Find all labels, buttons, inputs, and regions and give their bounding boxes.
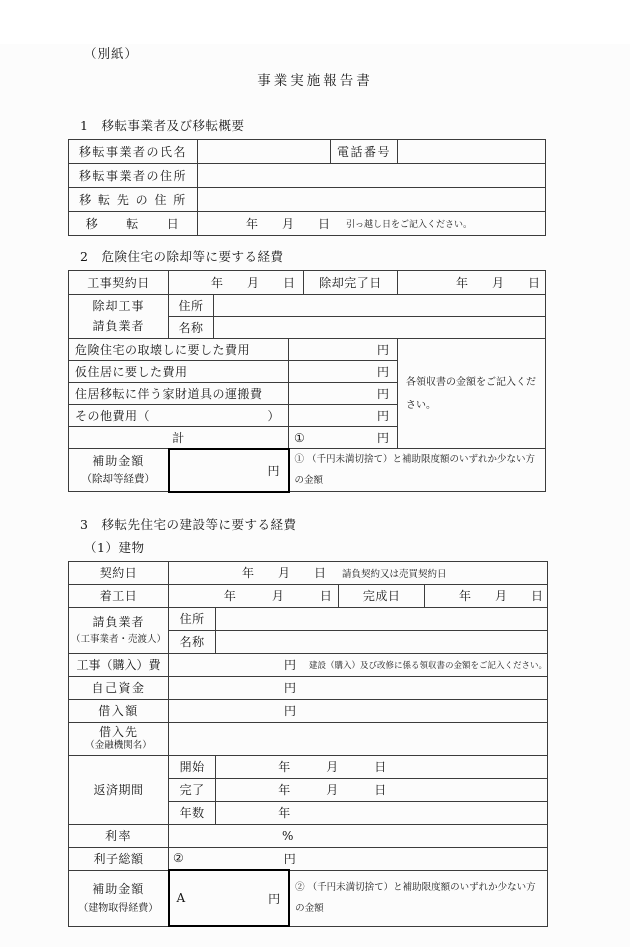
demolition-cost-label: 危険住宅の取壊しに要した費用 bbox=[69, 339, 289, 361]
repayment-start-placeholder: 年 月 日 bbox=[278, 760, 387, 774]
contractor-address-input-cell bbox=[214, 295, 546, 317]
repayment-years-label: 年数 bbox=[169, 801, 216, 824]
subsidy-amount-input-cell bbox=[169, 449, 289, 492]
construction-contract-date-label: 工事契約日 bbox=[69, 271, 169, 295]
building-subsidy-note-line1: ② （千円未満切捨て）と補助限度額のいずれか少ない方 bbox=[295, 882, 536, 893]
repayment-end-placeholder: 年 月 日 bbox=[278, 783, 387, 797]
building-contractor-label-line1: 請負業者 bbox=[92, 614, 145, 629]
demolition-cost-table bbox=[68, 270, 546, 493]
other-cost-label bbox=[69, 405, 289, 427]
own-funds-label: 自己資金 bbox=[69, 676, 169, 699]
table-row bbox=[69, 653, 548, 676]
building-contract-date-label: 契約日 bbox=[69, 561, 169, 584]
transferor-name-input-cell bbox=[198, 140, 331, 164]
building-subsidy-note-line2: の金額 bbox=[295, 903, 324, 914]
building-contractor-label bbox=[69, 607, 169, 653]
table-row bbox=[69, 824, 548, 847]
table-row bbox=[69, 212, 546, 236]
builder-address-label: 住所 bbox=[169, 607, 216, 630]
contractor-name-input-cell bbox=[214, 317, 546, 339]
yen-unit: 円 bbox=[267, 463, 280, 478]
repayment-period-label: 返済期間 bbox=[69, 755, 169, 824]
repayment-years-input-cell bbox=[216, 801, 548, 824]
interest-rate-input-cell bbox=[169, 824, 548, 847]
yen-unit: 円 bbox=[376, 409, 389, 423]
receipt-note-line1: 各領収書の金額をご記入くだ bbox=[406, 376, 536, 388]
table-row bbox=[69, 722, 548, 755]
table-row bbox=[69, 607, 548, 630]
removal-completion-placeholder: 年 月 日 bbox=[455, 276, 540, 290]
total-label: 計 bbox=[69, 427, 289, 449]
construction-cost-input-cell bbox=[169, 653, 548, 676]
transferor-address-input-cell bbox=[198, 164, 546, 188]
move-date-placeholder: 年 月 日 bbox=[246, 217, 331, 231]
table-row bbox=[69, 188, 546, 212]
destination-address-input-cell bbox=[198, 188, 546, 212]
interest-rate-label: 利率 bbox=[69, 824, 169, 847]
table-row bbox=[69, 847, 548, 870]
move-date-note: 引っ越し日をご記入ください。 bbox=[346, 220, 473, 230]
transfer-overview-table bbox=[68, 139, 546, 236]
building-cost-table bbox=[68, 561, 548, 928]
circled-one-mark: ① bbox=[294, 430, 305, 445]
temporary-housing-cost-label: 仮住居に要した費用 bbox=[69, 361, 289, 383]
table-row bbox=[69, 339, 546, 361]
other-cost-label-open: その他費用（ bbox=[75, 409, 151, 423]
total-interest-input-cell bbox=[169, 847, 548, 870]
move-date-label: 移 転 日 bbox=[69, 212, 198, 236]
move-date-input-cell bbox=[198, 212, 546, 236]
subsidy-label-line1: 補助金額 bbox=[92, 454, 145, 468]
table-row bbox=[69, 699, 548, 722]
transferor-name-label: 移転事業者の氏名 bbox=[69, 140, 198, 164]
yen-unit: 円 bbox=[376, 343, 389, 357]
builder-name-label: 名称 bbox=[169, 630, 216, 653]
completion-date-placeholder: 年 月 日 bbox=[459, 589, 544, 603]
demolition-contractor-label bbox=[69, 295, 169, 339]
furniture-transport-cost-input-cell bbox=[289, 383, 398, 405]
section1-heading: 1 移転事業者及び移転概要 bbox=[80, 118, 245, 133]
removal-completion-date-label: 除却完了日 bbox=[304, 271, 398, 295]
table-row bbox=[69, 271, 546, 295]
contract-date-input-cell bbox=[169, 271, 304, 295]
lender-input-cell bbox=[169, 722, 548, 755]
building-contract-date-note: 請負契約又は売買契約日 bbox=[342, 568, 447, 580]
table-row bbox=[69, 676, 548, 699]
total-amount-cell bbox=[289, 427, 398, 449]
building-subsidy-rule-note bbox=[289, 870, 547, 926]
removal-completion-input-cell bbox=[398, 271, 546, 295]
lender-label bbox=[69, 722, 169, 755]
demolition-contractor-label-line1: 除却工事 bbox=[92, 299, 145, 314]
construction-start-label: 着工日 bbox=[69, 584, 169, 607]
table-row bbox=[69, 449, 546, 492]
total-interest-label: 利子総額 bbox=[69, 847, 169, 870]
yen-unit: 円 bbox=[283, 658, 296, 672]
table-row bbox=[69, 584, 548, 607]
transferor-address-label: 移転事業者の住所 bbox=[69, 164, 198, 188]
report-page bbox=[0, 44, 630, 947]
builder-name-input-cell bbox=[216, 630, 548, 653]
yen-unit: 円 bbox=[283, 851, 296, 866]
yen-unit: 円 bbox=[376, 365, 389, 379]
repayment-end-label: 完了 bbox=[169, 778, 216, 801]
repayment-end-input-cell bbox=[216, 778, 548, 801]
temporary-housing-cost-input-cell bbox=[289, 361, 398, 383]
start-date-placeholder: 年 月 日 bbox=[223, 589, 332, 603]
subsidy-a-mark: A bbox=[176, 891, 186, 905]
percent-unit: % bbox=[282, 828, 294, 843]
demolition-contractor-label-line2: 請負業者 bbox=[92, 318, 145, 333]
yen-unit: 円 bbox=[283, 681, 296, 695]
phone-number-label: 電話番号 bbox=[331, 140, 398, 164]
repayment-start-label: 開始 bbox=[169, 755, 216, 778]
table-row bbox=[69, 164, 546, 188]
receipt-note-line2: さい。 bbox=[406, 399, 436, 411]
building-contractor-label-line2: （工事業者・売渡人） bbox=[70, 634, 166, 645]
construction-cost-note: 建設（購入）及び改修に係る領収書の金額をご記入ください。 bbox=[309, 660, 548, 671]
phone-number-input-cell bbox=[398, 140, 546, 164]
furniture-transport-cost-label: 住居移転に伴う家財道具の運搬費 bbox=[69, 383, 289, 405]
table-row bbox=[69, 295, 546, 317]
lender-label-line2: （金融機関名） bbox=[85, 740, 152, 752]
other-cost-input-cell bbox=[289, 405, 398, 427]
table-row bbox=[69, 561, 548, 584]
yen-unit: 円 bbox=[376, 387, 389, 401]
building-subsidy-label-line1: 補助金額 bbox=[92, 882, 145, 897]
repayment-start-input-cell bbox=[216, 755, 548, 778]
completion-date-input-cell bbox=[425, 584, 548, 607]
other-cost-label-close: ） bbox=[267, 409, 280, 423]
section3-heading: 3 移転先住宅の建設等に要する経費 bbox=[80, 516, 297, 532]
table-row bbox=[69, 755, 548, 778]
own-funds-input-cell bbox=[169, 676, 548, 699]
building-subsidy-label-line2: （建物取得経費） bbox=[78, 902, 159, 914]
table-row bbox=[69, 870, 548, 926]
contractor-name-label: 名称 bbox=[169, 317, 214, 339]
table-row bbox=[69, 140, 546, 164]
receipt-amount-note bbox=[398, 339, 546, 449]
section3-subheading: （1）建物 bbox=[84, 539, 145, 555]
building-subsidy-label bbox=[69, 870, 169, 926]
loan-amount-input-cell bbox=[169, 699, 548, 722]
construction-start-input-cell bbox=[169, 584, 339, 607]
building-contract-date-placeholder: 年 月 日 bbox=[242, 566, 327, 580]
lender-label-line1: 借入先 bbox=[98, 725, 138, 739]
repayment-years-placeholder: 年 bbox=[278, 806, 291, 820]
circled-two-mark: ② bbox=[173, 851, 184, 866]
subsidy-label-line2: （除却等経費） bbox=[81, 473, 155, 486]
contractor-address-label: 住所 bbox=[169, 295, 214, 317]
destination-address-label: 移 転 先 の 住 所 bbox=[69, 188, 198, 212]
demolition-cost-input-cell bbox=[289, 339, 398, 361]
loan-amount-label: 借入額 bbox=[69, 699, 169, 722]
builder-address-input-cell bbox=[216, 607, 548, 630]
contract-date-placeholder: 年 月 日 bbox=[210, 276, 295, 290]
building-contract-date-input-cell bbox=[169, 561, 548, 584]
yen-unit: 円 bbox=[376, 431, 389, 445]
yen-unit: 円 bbox=[283, 704, 296, 718]
yen-unit: 円 bbox=[268, 891, 281, 906]
subsidy-note-line2: の金額 bbox=[294, 475, 324, 486]
building-subsidy-input-cell bbox=[169, 870, 290, 926]
construction-cost-label: 工事（購入）費 bbox=[69, 653, 169, 676]
section2-heading: 2 危険住宅の除却等に要する経費 bbox=[80, 249, 284, 264]
completion-date-label: 完成日 bbox=[338, 584, 424, 607]
document-title: 事業実施報告書 bbox=[257, 73, 373, 89]
subsidy-note-line1: ① （千円未満切捨て）と補助限度額のいずれか少ない方 bbox=[294, 454, 536, 465]
subsidy-rule-note bbox=[289, 449, 546, 492]
subsidy-amount-label bbox=[69, 449, 169, 492]
attachment-note: （別紙） bbox=[84, 46, 139, 61]
